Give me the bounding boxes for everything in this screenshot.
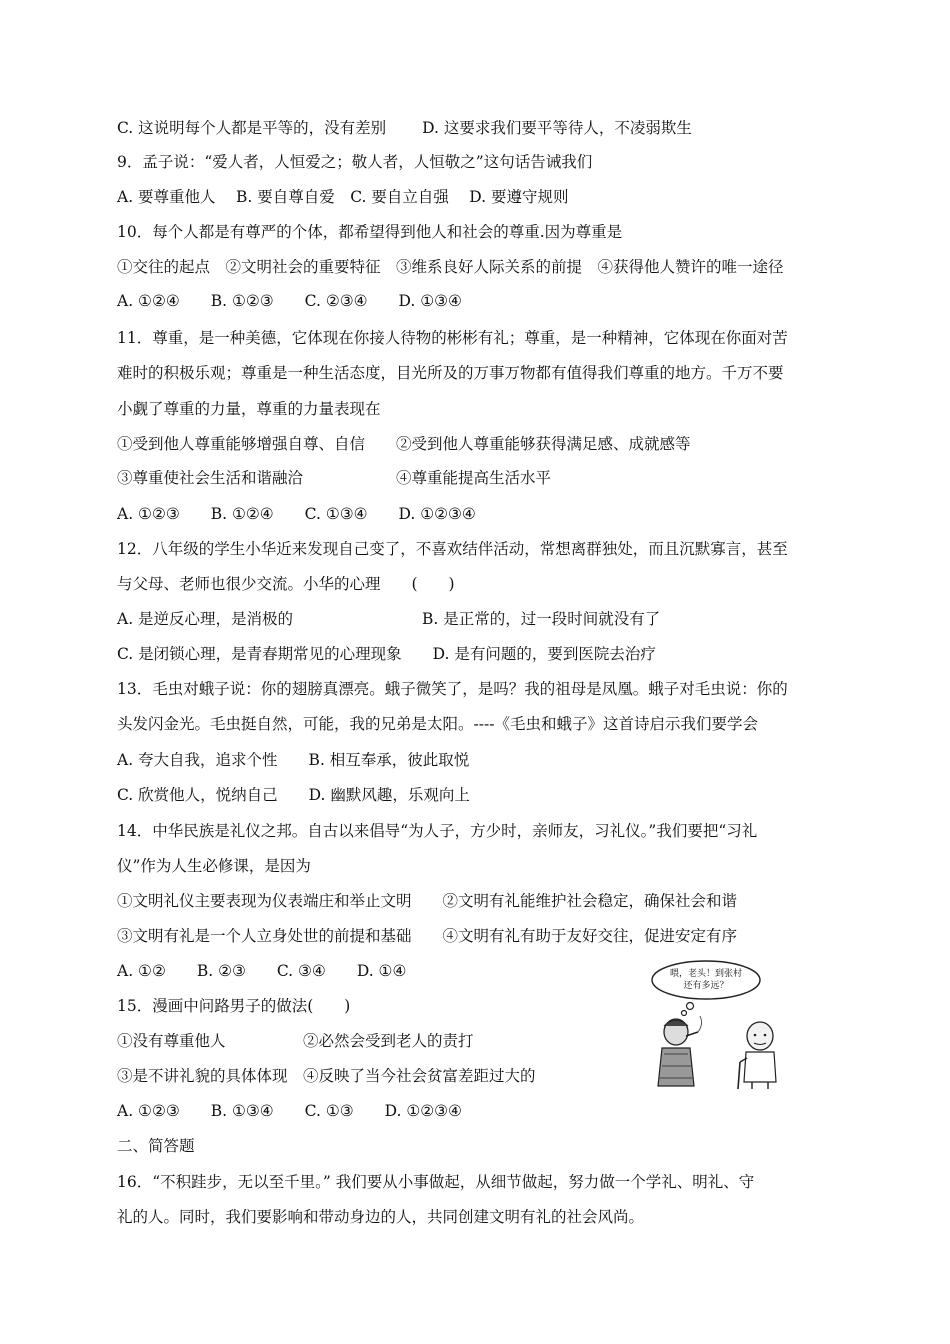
- options-14: A. ①② B. ②③ C. ③④ D. ①④: [117, 962, 407, 980]
- options-12b: C. 是闭锁心理，是青春期常见的心理现象 D. 是有问题的，要到医院去治疗: [117, 645, 656, 663]
- cartoon-illustration: [648, 958, 800, 1090]
- question-13-line1: 13．毛虫对蛾子说：你的翅膀真漂亮。蛾子微笑了，是吗？我的祖母是凤凰。蛾子对毛虫说：你的: [117, 680, 788, 698]
- question-14-line2: 仪”作为人生必修课，是因为: [117, 857, 311, 875]
- choices-11a: ①受到他人尊重能够增强自尊、自信 ②受到他人尊重能够获得满足感、成就感等: [117, 435, 691, 453]
- section-heading: 二、简答题: [117, 1137, 195, 1155]
- choices-14b: ③文明有礼是一个人立身处世的前提和基础 ④文明有礼有助于友好交往，促进安定有序: [117, 927, 738, 945]
- question-16-line1: 16．“不积跬步，无以至千里。” 我们要从小事做起，从细节做起，努力做一个学礼、明礼、守: [117, 1173, 755, 1191]
- choices-14a: ①文明礼仪主要表现为仪表端庄和举止文明 ②文明有礼能维护社会稳定，确保社会和谐: [117, 892, 738, 910]
- speech-line-1: 喂，老头！到张村: [669, 969, 743, 979]
- choices-11b: ③尊重使社会生活和谐融洽 ④尊重能提高生活水平: [117, 469, 552, 487]
- options-13b: C. 欣赏他人，悦纳自己 D. 幽默风趣，乐观向上: [117, 786, 470, 804]
- options-13a: A. 夸大自我，追求个性 B. 相互奉承，彼此取悦: [117, 751, 470, 769]
- options-10: A. ①②④ B. ①②③ C. ②③④ D. ①③④: [117, 292, 462, 310]
- young-man-figure: [658, 1016, 702, 1086]
- question-16-line2: 礼的人。同时，我们要影响和带动身边的人，共同创建文明有礼的社会风尚。: [117, 1208, 645, 1226]
- option-line: C. 这说明每个人都是平等的，没有差别 D. 这要求我们要平等待人，不凌弱欺生: [117, 119, 692, 137]
- speech-line-2: 还有多远？: [683, 981, 729, 991]
- options-9: A. 要尊重他人 B. 要自尊自爱 C. 要自立自强 D. 要遵守规则: [117, 188, 569, 206]
- choices-15b: ③是不讲礼貌的具体体现 ④反映了当今社会贫富差距过大的: [117, 1067, 536, 1085]
- question-10: 10．每个人都是有尊严的个体，都希望得到他人和社会的尊重.因为尊重是: [117, 223, 623, 241]
- question-13-line2: 头发闪金光。毛虫挺自然，可能，我的兄弟是太阳。----《毛虫和蛾子》这首诗启示我们要学会: [117, 715, 758, 733]
- options-12a: A. 是逆反心理，是消极的 B. 是正常的，过一段时间就没有了: [117, 610, 661, 628]
- choices-15a: ①没有尊重他人 ②必然会受到老人的责打: [117, 1032, 474, 1050]
- question-11-line3: 小觑了尊重的力量，尊重的力量表现在: [117, 400, 381, 418]
- options-11: A. ①②③ B. ①②④ C. ①③④ D. ①②③④: [117, 505, 476, 523]
- question-12-line1: 12．八年级的学生小华近来发现自己变了，不喜欢结伴活动，常想离群独处，而且沉默寡言，甚至: [117, 540, 788, 558]
- question-12-line2: 与父母、老师也很少交流。小华的心理 ( ): [117, 575, 455, 593]
- old-man-figure: [738, 1022, 776, 1089]
- question-14-line1: 14．中华民族是礼仪之邦。自古以来倡导“为人子，方少时，亲师友，习礼仪。”我们要把“习礼: [117, 822, 758, 840]
- question-15: 15．漫画中问路男子的做法( ): [117, 997, 351, 1015]
- question-11-line2: 难时的积极乐观；尊重是一种生活态度，目光所及的万事万物都有值得我们尊重的地方。千万不要: [117, 364, 784, 382]
- options-15: A. ①②③ B. ①③④ C. ①③ D. ①②③④: [117, 1102, 462, 1120]
- choices-10: ①交往的起点 ②文明社会的重要特征 ③维系良好人际关系的前提 ④获得他人赞许的唯一途径: [117, 258, 784, 276]
- question-9: 9．孟子说：“爱人者，人恒爱之；敬人者，人恒敬之”这句话告诫我们: [117, 153, 593, 171]
- question-11-line1: 11．尊重，是一种美德，它体现在你接人待物的彬彬有礼；尊重，是一种精神，它体现在你面对苦: [117, 329, 788, 347]
